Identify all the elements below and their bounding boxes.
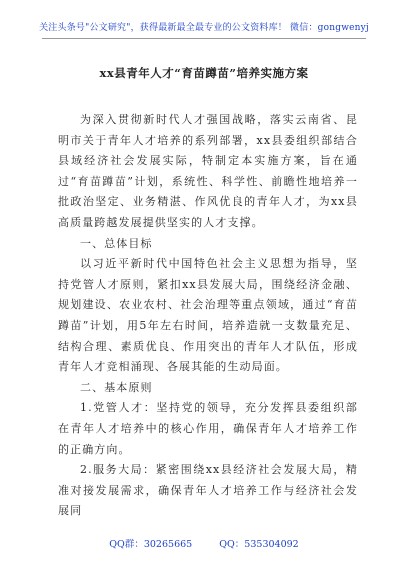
intro-paragraph: 为深入贯彻新时代人才强国战略，落实云南省、昆明市关于青年人才培养的系列部署，xx县委组织部结合县域经济社会发展实际，特制定本实施方案，旨在通过“育苗蹲苗”计划，系统性、科学性、前瞻性地培养一批政治坚定、业务精湛、作风优良的青年人才，为xx县高质量跨越发展提供坚实的人才支撑。 <box>58 113 358 229</box>
goals-paragraph: 以习近平新时代中国特色社会主义思想为指导，坚持党管人才原则，紧扣xx县发展大局，围绕经济金融、规划建设、农业农村、社会治理等重点领域，通过“育苗蹲苗”计划，用5年左右时间，培养造就一支数量充足、结构合理、素质优良、作用突出的青年人才队伍，形成青年人才竞相涌现、各展其能的生动局面。 <box>58 257 358 374</box>
section-heading-goals: 一、总体目标 <box>80 236 153 250</box>
principle-1-paragraph: 1.党管人才：坚持党的领导，充分发挥县委组织部在青年人才培养中的核心作用，确保青年人才培养工作的正确方向。 <box>58 401 358 456</box>
footer-contact <box>0 536 408 550</box>
section-heading-principles: 二、基本原则 <box>80 380 153 394</box>
footer-qq-number: QQ：535304092 <box>219 539 299 550</box>
document-title: xx县青年人才“育苗蹲苗”培养实施方案 <box>99 66 309 80</box>
header-banner: 关注头条号"公文研究"，获得最新最全最专业的公文资料库！ 微信：gongwenyj <box>39 23 369 33</box>
footer-qq-group: QQ群：30265665 <box>109 539 193 550</box>
document-body <box>58 110 358 522</box>
principle-2-paragraph: 2.服务大局：紧密围绕xx县经济社会发展大局，精准对接发展需求，确保青年人才培养工作与经济社会发展同 <box>58 463 358 518</box>
header-divider <box>42 38 366 39</box>
